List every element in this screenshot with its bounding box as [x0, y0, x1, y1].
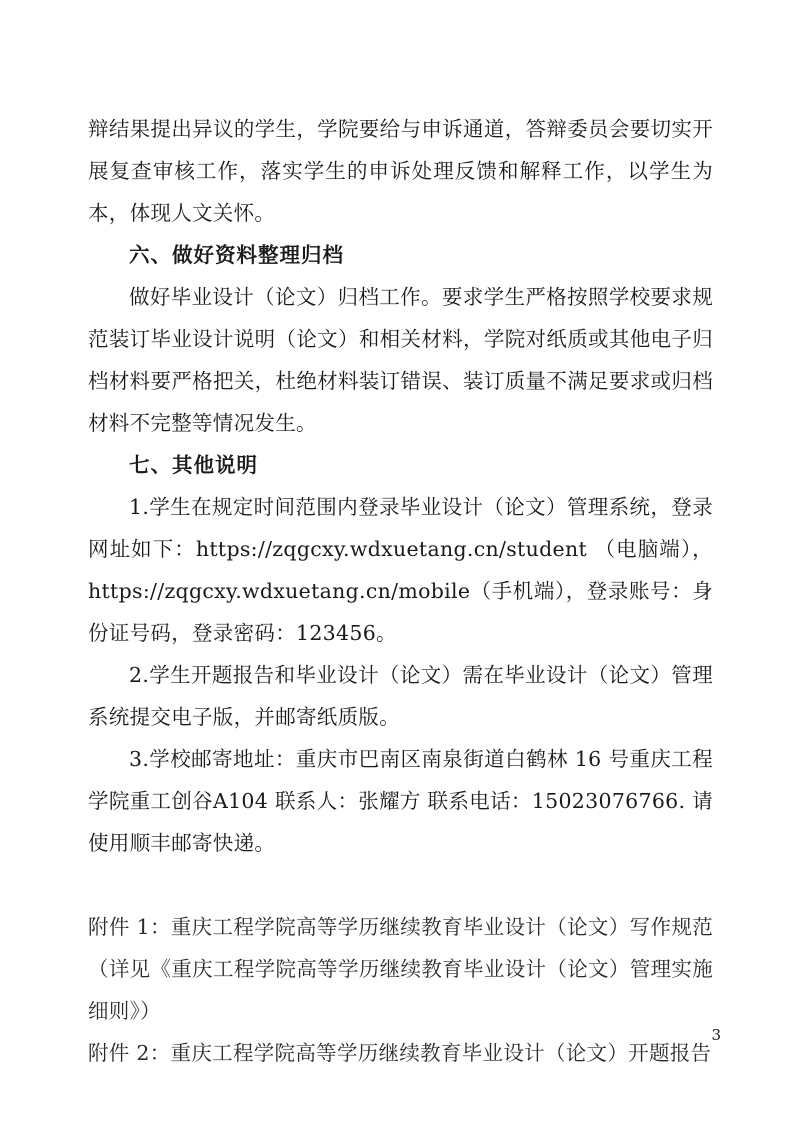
- paragraph-item-1: 1.学生在规定时间范围内登录毕业设计（论文）管理系统，登录网址如下：https://zqgcxy.wdxuetang.cn/student （电脑端），https://zqgcxy.wdxuetang.cn/mobile（手机端），登录账号：身份证号码，登录密码：123456。: [88, 495, 713, 645]
- heading-section-seven: 七、其他说明: [129, 453, 258, 477]
- paragraph-item-2: 2.学生开题报告和毕业设计（论文）需在毕业设计（论文）管理系统提交电子版，并邮寄纸质版。: [88, 663, 713, 729]
- page-number: 3: [711, 1026, 721, 1044]
- document-body: [88, 108, 713, 1074]
- heading-section-six: 六、做好资料整理归档: [129, 243, 344, 267]
- paragraph-spacer: [88, 864, 713, 906]
- attachment-item-1: 附件 1：重庆工程学院高等学历继续教育毕业设计（论文）写作规范（详见《重庆工程学院高等学历继续教育毕业设计（论文）管理实施细则》）: [88, 915, 713, 1023]
- paragraph-appeal-continued: 辩结果提出异议的学生，学院要给与申诉通道，答辩委员会要切实开展复查审核工作，落实学生的申诉处理反馈和解释工作，以学生为本，体现人文关怀。: [88, 117, 713, 225]
- paragraph-item-3: 3.学校邮寄地址：重庆市巴南区南泉街道白鹤林 16 号重庆工程学院重工创谷A104 联系人：张耀方 联系电话：15023076766. 请使用顺丰邮寄快递。: [88, 747, 713, 855]
- attachment-item-2: 附件 2：重庆工程学院高等学历继续教育毕业设计（论文）开题报告: [88, 1041, 712, 1065]
- paragraph-archiving: 做好毕业设计（论文）归档工作。要求学生严格按照学校要求规范装订毕业设计说明（论文）和相关材料，学院对纸质或其他电子归档材料要严格把关，杜绝材料装订错误、装订质量不满足要求或归档材料不完整等情况发生。: [88, 285, 713, 435]
